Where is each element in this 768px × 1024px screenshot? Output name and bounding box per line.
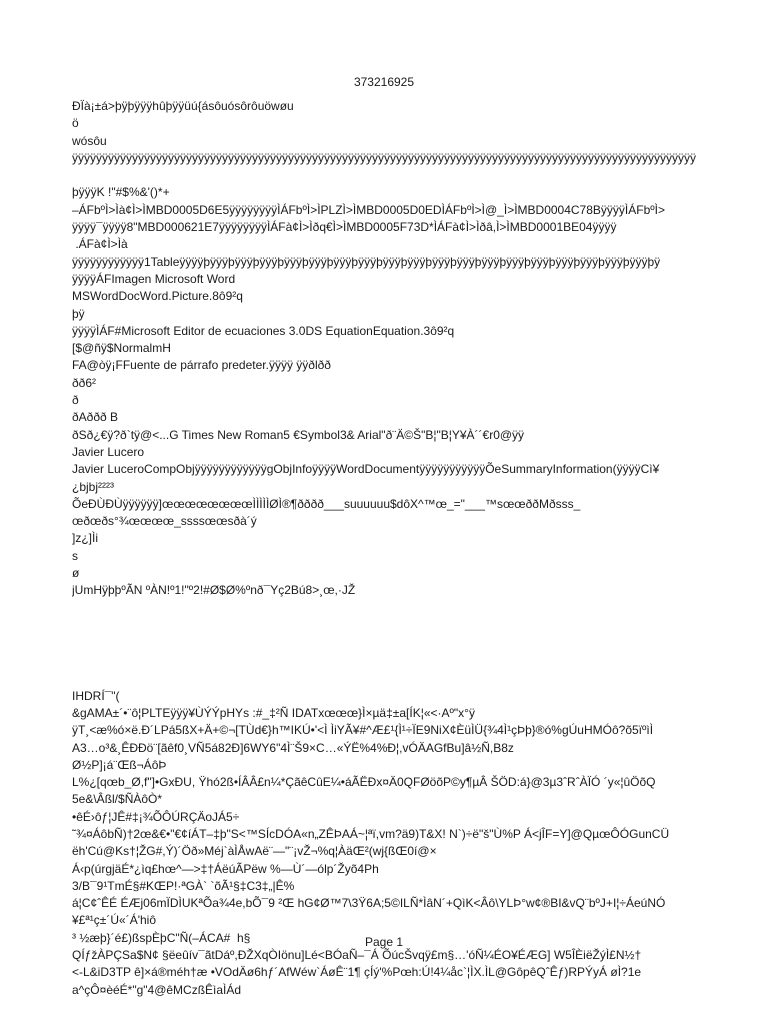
text-line: A3…o³&¸ÊÐÐö¨[ãêf0¸VÑ5á82Ð]6WY6"4Ì¨Š9×C…«ÝË%4%Ð¦,vÓÄAGfBu]â½Ñ,B8z	[72, 740, 514, 755]
text-line: ðð6²	[72, 375, 97, 390]
text-line: MSWordDocWord.Picture.8ô9²q	[72, 289, 243, 304]
text-line	[72, 167, 712, 184]
text-line: œðœðs°¾œœœœ_ssssœœsðà´ý	[72, 514, 257, 529]
text-line: a^çÔ¤èéÉ*"g"4@êMCzßÊìaÌÁd	[72, 982, 242, 997]
text-line: .ÁFà¢Ì>Ìà	[72, 237, 128, 252]
text-line: ¿bjbj²²²³	[72, 479, 114, 494]
text-line: ðSð¿€ÿ?ð`tÿ@<...G Times New Roman5 €Symbol3& Arial"ð¨Ä©Š"B¦"B¦Y¥À´´€r0@ÿÿ	[72, 427, 525, 442]
text-line: 3/B¯9¹TmÉ§#KŒP!·ªGÀ` `õÃ¹§‡C3‡„|Ê%	[72, 878, 295, 893]
text-line: <-L&iD3TP ê]×á®méh†æ •VOdÄø6hƒ´AfWéw`ÁøÊ¨1¶ çÍý'%Pœh:Ú!4¼åc`¦ÌX.ÌL@GôpêQˆÊƒ)RPÝyÁ øÌ?1e	[72, 965, 642, 980]
text-line: ðAððð B	[72, 410, 119, 425]
text-line: QÍƒžÀPÇSa$N¢ §ëeûív¯ãtDáº,ÐŽXqÒIönu]Lé<BÓaÑ–¯Á ÕúcŠvqÿ£m§…'óÑ¼ÉO¥ÉÆG] W5ÎÈiëŽýÌ£N½†	[72, 948, 642, 963]
text-line: ÕeÐÙÐÙÿÿÿÿÿÿ]œœœœœœœœÌÌÌÌÌØÌ®¶ðððð___suuuuuu$dôX^™œ_="___™sœœððMðsss_	[72, 496, 581, 511]
page-header: 373216925	[353, 75, 415, 89]
document-body	[72, 98, 712, 999]
page-footer: Page 1	[364, 935, 404, 949]
text-line: ³ ½æþ}´é£)ßspÈþC"Ñ(–ÁCA# h§	[72, 930, 251, 945]
text-line: þÿÿÿK !"#$%&'()*+	[72, 185, 170, 200]
text-line: ÿÿÿÿÿÿÿÿÿÿÿÿÿÿÿÿÿÿÿÿÿÿÿÿÿÿÿÿÿÿÿÿÿÿÿÿÿÿÿÿÿÿÿÿÿÿÿÿÿÿÿÿÿÿÿÿÿÿÿÿÿÿÿÿÿÿÿÿÿÿÿÿÿÿÿÿÿÿÿÿÿÿÿÿÿÿÿÿÿÿÿÿÿÿÿÿÿÿÿÿÿÿÿÿ	[72, 150, 696, 165]
text-line: s	[72, 548, 78, 563]
text-line: ÿÿÿÿÿÿÿÿÿÿÿÿ1Tableÿÿÿÿþÿÿÿþÿÿÿþÿÿÿþÿÿÿþÿÿÿþÿÿÿþÿÿÿþÿÿÿþÿÿÿþÿÿÿþÿÿÿþÿÿÿþÿÿÿþÿÿÿþÿÿÿþÿÿÿþÿÿÿþÿÿÿþÿ	[72, 254, 661, 269]
blank-gap	[72, 600, 712, 688]
text-line: ÿT¸<æ%ó×ë.Ð´LPá5ßX+Ä+©¬[TÙd€}h™IKÚ•'<Ì ÌiYÃ¥#^Æ£¹{Ì¹÷ÏE9NiX¢ÈüÌÜ{¾4Ì¹çÞþ}®ó%gÚuHMÓô?õ5ïºìÌ	[72, 723, 654, 738]
text-line: ö	[72, 116, 79, 131]
text-line: FA@òÿ¡FFuente de párrafo predeter.ÿÿÿÿ ÿÿðlðð	[72, 358, 331, 373]
text-line: ÐÏà¡±á>þÿþÿÿÿhûþÿÿüú{ásôuósôrôuöwøu	[72, 99, 294, 113]
text-line: [$@ñÿ$NormalmH	[72, 341, 171, 356]
text-line: Javier LuceroCompObjÿÿÿÿÿÿÿÿÿÿÿÿgObjInfoÿÿÿÿWordDocumentÿÿÿÿÿÿÿÿÿÿÿÕeSummaryInformation(ÿÿÿÿCì¥	[72, 462, 660, 477]
text-line: wósôu	[72, 133, 107, 148]
text-line: Javier Lucero	[72, 444, 145, 459]
text-line: 5e&\Âßl/$ÑÀôÒ*	[72, 792, 163, 807]
text-line: –ÁFbºÌ>Ìà¢Ì>ÌMBD0005D6E5ÿÿÿÿÿÿÿÿÌÁFbºÌ>ÌPLZÌ>ÌMBD0005D0EDÌÁFbºÌ>Ì@_Ì>ÌMBD0004C78BÿÿÿÿÌÁFbºÌ>	[72, 202, 665, 217]
binary-text-block-2	[72, 688, 712, 999]
text-line: ÿÿÿÿ¯ÿÿÿÿ8"MBD000621E7ÿÿÿÿÿÿÿÿÌÁFà¢Ì>Ìðq€Ì>ÌMBD0005F73D*ÌÁFà¢Ì>Ìðâ,Ì>ÌMBD0001BE04ÿÿÿÿ	[72, 220, 617, 235]
text-line: ø	[72, 566, 80, 581]
text-line: ]z¿]Ìi	[72, 531, 98, 546]
text-line: ˜¾¤ÁôbÑ)†2œ&€•"€¢íÁT–‡þ"S<™SÍcDÓA«n„ZÊÞAÁ~¦ªï,vm?ä9)T&X! N`)÷ë"š"Ù%P Á<jÎF=Y]@QµœÔÓGunCÜ	[72, 826, 670, 841]
text-line: •êÉ›ôƒ¦JÊ#‡¡¾ÕÔÚRÇÄoJÁ5÷	[72, 809, 240, 824]
binary-text-block-1	[72, 98, 712, 600]
text-line: Á‹p(úrgjäÉ*¿ìq£hœ^—>‡†ÁëúÃPëw %—Ù´—ólp´Žyõ4Ph	[72, 861, 379, 876]
text-line: ÿÿÿÿÌÁF#Microsoft Editor de ecuaciones 3.0DS EquationEquation.3ô9²q	[72, 323, 455, 338]
text-line: L%¿[qœb_Ø,f"]•GxÐU, Ÿhó2ß•ÍÂÂ£n¼*ÇãêCûE¼•áÃËÐx¤Ä0QFØöõP©y¶µÂ ŠÖD:á}@3µ3ˆRˆÀÏÓ ´y«¦ûÖõQ	[72, 775, 656, 790]
text-line: ëh'Cú@Ks†¦ŽG#,Ý)´Öð»Méj`àÌÅwAë¨—"¨¡vŽ¬%q¦ÀäŒ²(wj{ßŒ0í@×	[72, 844, 437, 859]
text-line: &gAMA±´•¨ô¦PLTEÿÿÿ¥ÙÝÝpHYs :#_‡²Ñ IDATxœœœ}Ì×µä‡±a[ÍK¦«<·Aº"x°ÿ	[72, 705, 475, 720]
text-line: IHDRÍ¯"(	[72, 688, 120, 703]
text-line: ¥£ª¹ç±´Ú«´Á'hiô	[72, 913, 157, 928]
text-line: jUmHÿþþºÃN ºÀN!º1!"º2!#Ø$Ø%ºnð¯Yç2Bú8>¸œ,·JŽ	[72, 583, 356, 598]
text-line: á¦C¢ˆÊÉ ÉÆj06mÏDÌUKªÕa¾4e,bÕ¯9 ²Œ hG¢Ø™7\3Ÿ6A;5©ILÑ*ÌâN´+QìK<Âô\YLÞ°w¢®BI&vQ¨bºJ+I¦÷ÁeúNÓ	[72, 896, 666, 911]
text-line: ÿÿÿÿÁFImagen Microsoft Word	[72, 271, 236, 286]
text-line: þÿ	[72, 306, 85, 321]
text-line: ð	[72, 393, 79, 408]
text-line: Ø½P]¡á¨Œß¬ÁôÞ	[72, 757, 167, 772]
